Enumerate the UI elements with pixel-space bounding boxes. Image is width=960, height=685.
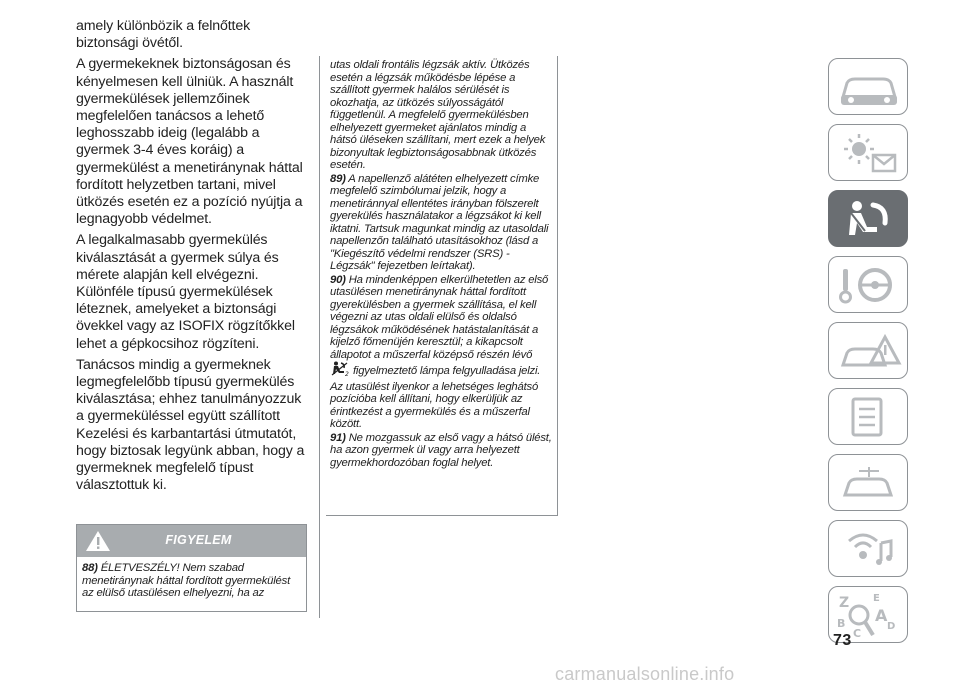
car-dashboard-icon (829, 59, 909, 116)
tab-maintenance[interactable] (828, 388, 908, 445)
chapter-tabs (828, 58, 908, 652)
svg-text:B: B (837, 617, 846, 630)
seatbelt-airbag-icon (829, 191, 909, 248)
note-text: utas oldali frontális légzsák aktív. Ütközés esetén a légzsák működésbe lépése a szállított gyermek halálos sérülését is okozhatja, az ütközés súlyosságától függetlenül. A megfelelő gyermekülésben elhelyezett gyermeket ajánlatos mindig a hátsó üléseken szállítani, mert ezek a helyek bizonyultak legbiztonságosabbnak ütközés esetén. (330, 59, 546, 171)
svg-text:C: C (853, 627, 862, 640)
svg-text:Z: Z (839, 595, 850, 611)
maintenance-checklist-icon (829, 389, 909, 446)
note-text: Ha mindenképpen elkerülhetetlen az első utasülésen menetiránynak háttal fordított gyerekülésben a gyermek szállítása, el kell végezni az utas oldali elülső és oldalsó légzsákok működésének hatástalanítását a kijelző főmenüjén keresztül; a kikapcsolt állapotot a műszerfal középső részén lévő (330, 273, 549, 361)
note-number: 89) (330, 172, 346, 185)
tab-technical-data[interactable] (828, 454, 908, 511)
key-steering-wheel-icon (829, 257, 909, 314)
note-text: figyelmeztető lámpa felgyulladása jelzi. Az utasülést ilyenkor a lehetséges leghátsó pozícióba kell állítani, hogy elkerüljük az érintkezést a gyermekülés és a műszerfal között. (330, 365, 541, 430)
column-divider (319, 56, 320, 618)
note-89 (330, 173, 553, 273)
airbag-off-warning-icon (330, 361, 350, 381)
tab-emergency[interactable] (828, 322, 908, 379)
technical-data-icon (829, 455, 909, 512)
paragraph: A gyermekeknek biztonságosan és kényelmesen kell ülniük. A használt gyermekülések jellemzőinek megfelelően tanácsos a lehető leghosszabb ideig (legalább a gyermek 3-4 éves koráig) a gyermekülést a menetiránynak háttal fordított helyzetben tartani, mivel ütközés esetén ez a pozíció nyújtja a legnagyobb védelmet. (76, 56, 303, 228)
note-number: 91) (330, 431, 346, 444)
svg-text:D: D (887, 621, 896, 632)
note-90 (330, 274, 553, 431)
warning-title: FIGYELEM (165, 533, 232, 547)
watermark: carmanualsonline.info (555, 664, 735, 684)
tab-multimedia[interactable] (828, 520, 908, 577)
paragraph: amely különbözik a felnőttek biztonsági övétől. (76, 18, 251, 52)
svg-text:2: 2 (345, 371, 349, 377)
note-number: 88) (82, 562, 98, 574)
warning-box (76, 524, 307, 612)
tab-dashboard[interactable] (828, 58, 908, 115)
main-text-column (76, 18, 308, 498)
paragraph: A legalkalmasabb gyermekülés kiválasztását a gyermek súlya és mérete alapján kell elvégezni. Különféle típusú gyermekülések léteznek, amelyeket a biztonsági övekkel vagy az ISOFIX rögzítőkkel lehet a gépkocsihoz rögzíteni. (76, 232, 295, 352)
tab-starting-driving[interactable] (828, 256, 908, 313)
warning-text (77, 557, 306, 600)
svg-text:E: E (873, 593, 880, 604)
warning-header (77, 525, 306, 557)
note-text: Ne mozgassuk az első vagy a hátsó ülést, ha azon gyermek ül vagy arra helyezett gyermekhordozóban foglal helyet. (330, 431, 552, 469)
svg-text:A: A (875, 606, 888, 625)
breakdown-triangle-icon (829, 323, 909, 380)
note-91 (330, 432, 553, 470)
page-number: 73 (833, 632, 852, 649)
warning-lights-mail-icon (829, 125, 909, 182)
note-number: 90) (330, 273, 346, 286)
tab-warning-lights[interactable] (828, 124, 908, 181)
note-text: ÉLETVESZÉLY! Nem szabad menetiránynak háttal fordított gyermekülést az elülső utasülésen elhelyezni, ha az (82, 562, 291, 600)
multimedia-wifi-icon (829, 521, 909, 578)
paragraph: Tanácsos mindig a gyermeknek legmegfelelőbb típusú gyermekülés kiválasztása; ehhez tanulmányozzuk a gyermeküléssel együtt szállított Kezelési és karbantartási útmutatót, hogy biztosak legyünk abban, hogy a gyermeknek megfelelő típust választottuk ki. (76, 356, 305, 494)
tab-safety[interactable] (828, 190, 908, 247)
warning-continuation-box (326, 56, 558, 516)
note-text: A napellenző alátéten elhelyezett címke megfelelő szimbólumai jelzik, hogy a menetiránnyal ellentétes irányban fölszerelt gyerekülés használatakor a légzsákot ki kell iktatni. Tartsuk magunkat mindig az utasoldali napellenzőn található utasításokhoz (lásd a "Kiegészítő védelmi rendszer (SRS) - Légzsák" fejezetben leírtakat). (330, 172, 549, 272)
